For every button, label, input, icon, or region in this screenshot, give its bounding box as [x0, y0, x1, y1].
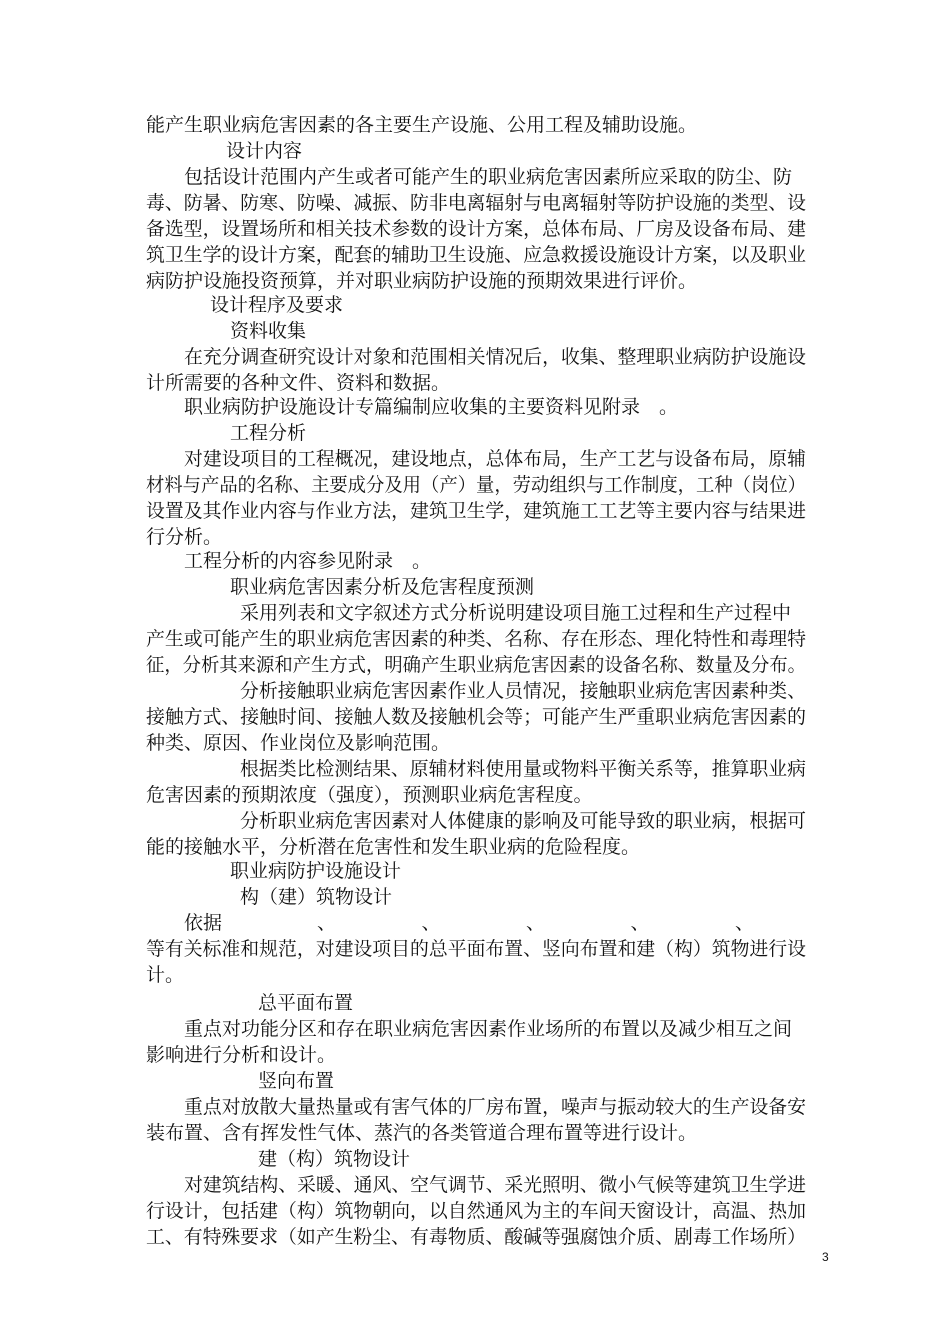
text-line: 重点对放散大量热量或有害气体的厂房布置，噪声与振动较大的生产设备安: [184, 1096, 806, 1118]
text-line: 对建筑结构、采暖、通风、空气调节、采光照明、微小气候等建筑卫生学进: [184, 1174, 806, 1196]
text-line: 影响进行分析和设计。: [146, 1044, 337, 1066]
section-heading: 设计程序及要求: [210, 294, 344, 316]
text-line: 材料与产品的名称、主要成分及用（产）量，劳动组织与工作制度，工种（岗位）: [146, 474, 807, 496]
text-line: 工、有特殊要求（如产生粉尘、有毒物质、酸碱等强腐蚀介质、剧毒工作场所）: [146, 1226, 807, 1248]
text-line: 等有关标准和规范，对建设项目的总平面布置、竖向布置和建（构）筑物进行设: [146, 938, 807, 960]
subsection-heading: 总平面布置: [258, 992, 354, 1014]
text-line: 征，分析其来源和产生方式，明确产生职业病危害因素的设备名称、数量及分布。: [146, 654, 807, 676]
text-line: 行设计，包括建（构）筑物朝向，以自然通风为主的车间天窗设计，高温、热加: [146, 1200, 807, 1222]
text-line: 备选型，设置场所和相关技术参数的设计方案，总体布局、厂房及设备布局、建: [146, 218, 807, 240]
text-line: 毒、防暑、防寒、防噪、减振、防非电离辐射与电离辐射等防护设施的类型、设: [146, 192, 807, 214]
text-line: 病防护设施投资预算，并对职业病防护设施的预期效果进行评价。: [146, 270, 698, 292]
text-line: 计所需要的各种文件、资料和数据。: [146, 372, 451, 394]
subsection-heading: 职业病危害因素分析及危害程度预测: [230, 576, 535, 598]
text-line: 对建设项目的工程概况，建设地点，总体布局，生产工艺与设备布局，原辅: [184, 448, 806, 470]
text-line: 分析职业病危害因素对人体健康的影响及可能导致的职业病，根据可: [240, 810, 807, 832]
subsection-heading: 构（建）筑物设计: [240, 886, 393, 908]
text-line: 接触方式、接触时间、接触人数及接触机会等；可能产生严重职业病危害因素的: [146, 706, 807, 728]
text-line: 职业病防护设施设计专篇编制应收集的主要资料见附录 。: [184, 396, 679, 418]
text-line: 产生或可能产生的职业病危害因素的种类、名称、存在形态、理化特性和毒理特: [146, 628, 807, 650]
subsection-heading: 资料收集: [230, 320, 307, 342]
text-line: 危害因素的预期浓度（强度），预测职业病危害程度。: [146, 784, 593, 806]
text-line: 重点对功能分区和存在职业病危害因素作业场所的布置以及减少相互之间: [184, 1018, 793, 1040]
text-line: 行分析。: [146, 526, 223, 548]
text-line: 筑卫生学的设计方案，配套的辅助卫生设施、应急救援设施设计方案，以及职业: [146, 244, 807, 266]
text-line: 在充分调查研究设计对象和范围相关情况后，收集、整理职业病防护设施设: [184, 346, 806, 368]
page-number: 3: [822, 1250, 829, 1264]
text-line: 依据 、 、 、 、 、: [184, 912, 755, 934]
text-line: 能的接触水平，分析潜在危害性和发生职业病的危险程度。: [146, 836, 641, 858]
text-line: 工程分析的内容参见附录 。: [184, 550, 432, 572]
text-line: 分析接触职业病危害因素作业人员情况，接触职业病危害因素种类、: [240, 680, 807, 702]
text-line: 种类、原因、作业岗位及影响范围。: [146, 732, 451, 754]
text-line: 能产生职业病危害因素的各主要生产设施、公用工程及辅助设施。: [146, 114, 698, 136]
text-line: 装布置、含有挥发性气体、蒸汽的各类管道合理布置等进行设计。: [146, 1122, 698, 1144]
section-heading: 职业病防护设施设计: [230, 860, 402, 882]
text-line: 根据类比检测结果、原辅材料使用量或物料平衡关系等，推算职业病: [240, 758, 807, 780]
text-line: 计。: [146, 964, 185, 986]
text-line: 设置及其作业内容与作业方法，建筑卫生学，建筑施工工艺等主要内容与结果进: [146, 500, 807, 522]
text-line: 采用列表和文字叙述方式分析说明建设项目施工过程和生产过程中: [240, 602, 792, 624]
subsection-heading: 工程分析: [230, 422, 307, 444]
subsection-heading: 建（构）筑物设计: [258, 1148, 411, 1170]
section-heading: 设计内容: [226, 140, 303, 162]
text-line: 包括设计范围内产生或者可能产生的职业病危害因素所应采取的防尘、防: [184, 166, 793, 188]
subsection-heading: 竖向布置: [258, 1070, 335, 1092]
